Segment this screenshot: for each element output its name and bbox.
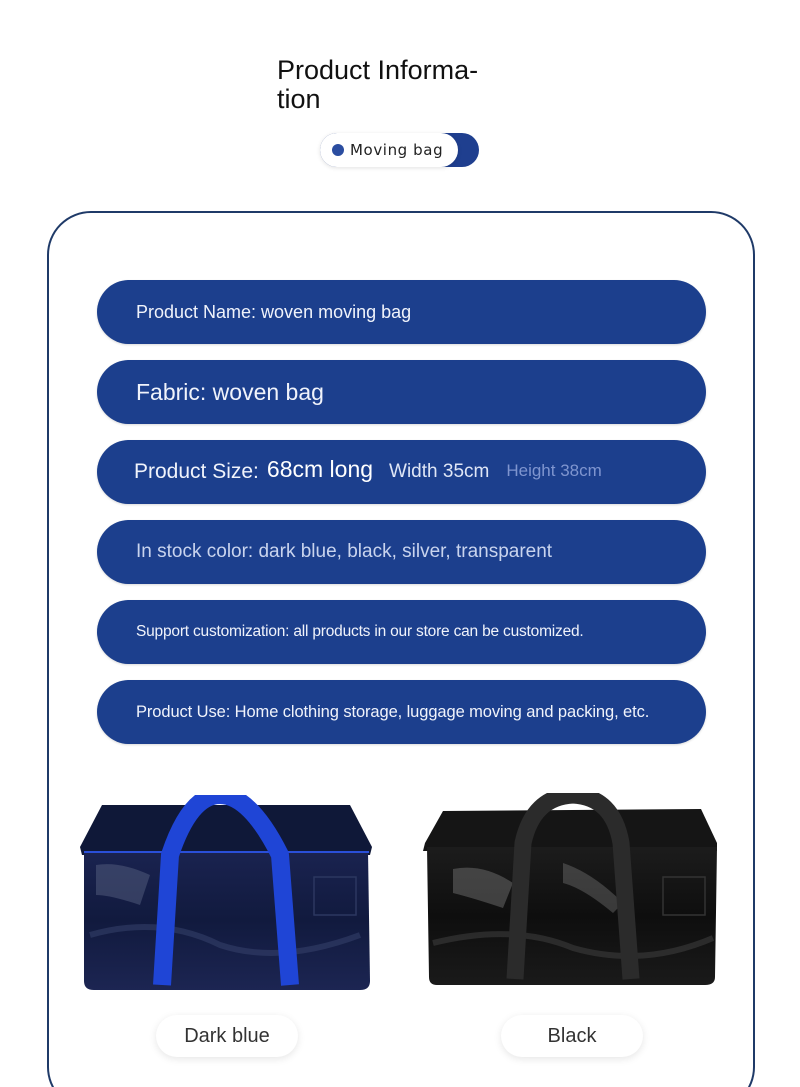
info-pill-product-name [97, 280, 706, 344]
size-height: Height 38cm [506, 461, 602, 480]
fabric-text: Fabric: woven bag [136, 378, 324, 405]
category-tag [320, 133, 479, 167]
size-width: Width 35cm [389, 461, 490, 482]
category-tag-inner [320, 133, 458, 167]
size-label: Product Size: [134, 460, 259, 483]
page-title [277, 56, 517, 114]
page-title-line-2: tion [277, 84, 321, 114]
variant-label-dark-blue: Dark blue [156, 1015, 298, 1057]
category-tag-label: Moving bag [350, 141, 444, 159]
stock-color-text: In stock color: dark blue, black, silver, transparent [136, 541, 553, 562]
info-pill-stock-color [97, 520, 706, 584]
info-pill-size [97, 440, 706, 504]
variant-label-black: Black [501, 1015, 643, 1057]
size-length: 68cm long [266, 455, 374, 482]
dark-blue-bag-image [80, 795, 372, 990]
info-pill-use [97, 680, 706, 744]
page-title-line-1: Product Informa- [277, 55, 479, 85]
info-pill-customization [97, 600, 706, 664]
customization-text: Support customization: all products in our store can be customized. [136, 623, 584, 640]
black-bag-image [423, 793, 719, 985]
product-name-text: Product Name: woven moving bag [136, 301, 412, 322]
use-text: Product Use: Home clothing storage, luggage moving and packing, etc. [136, 702, 650, 721]
bullet-dot-icon [332, 144, 344, 156]
info-pill-fabric [97, 360, 706, 424]
